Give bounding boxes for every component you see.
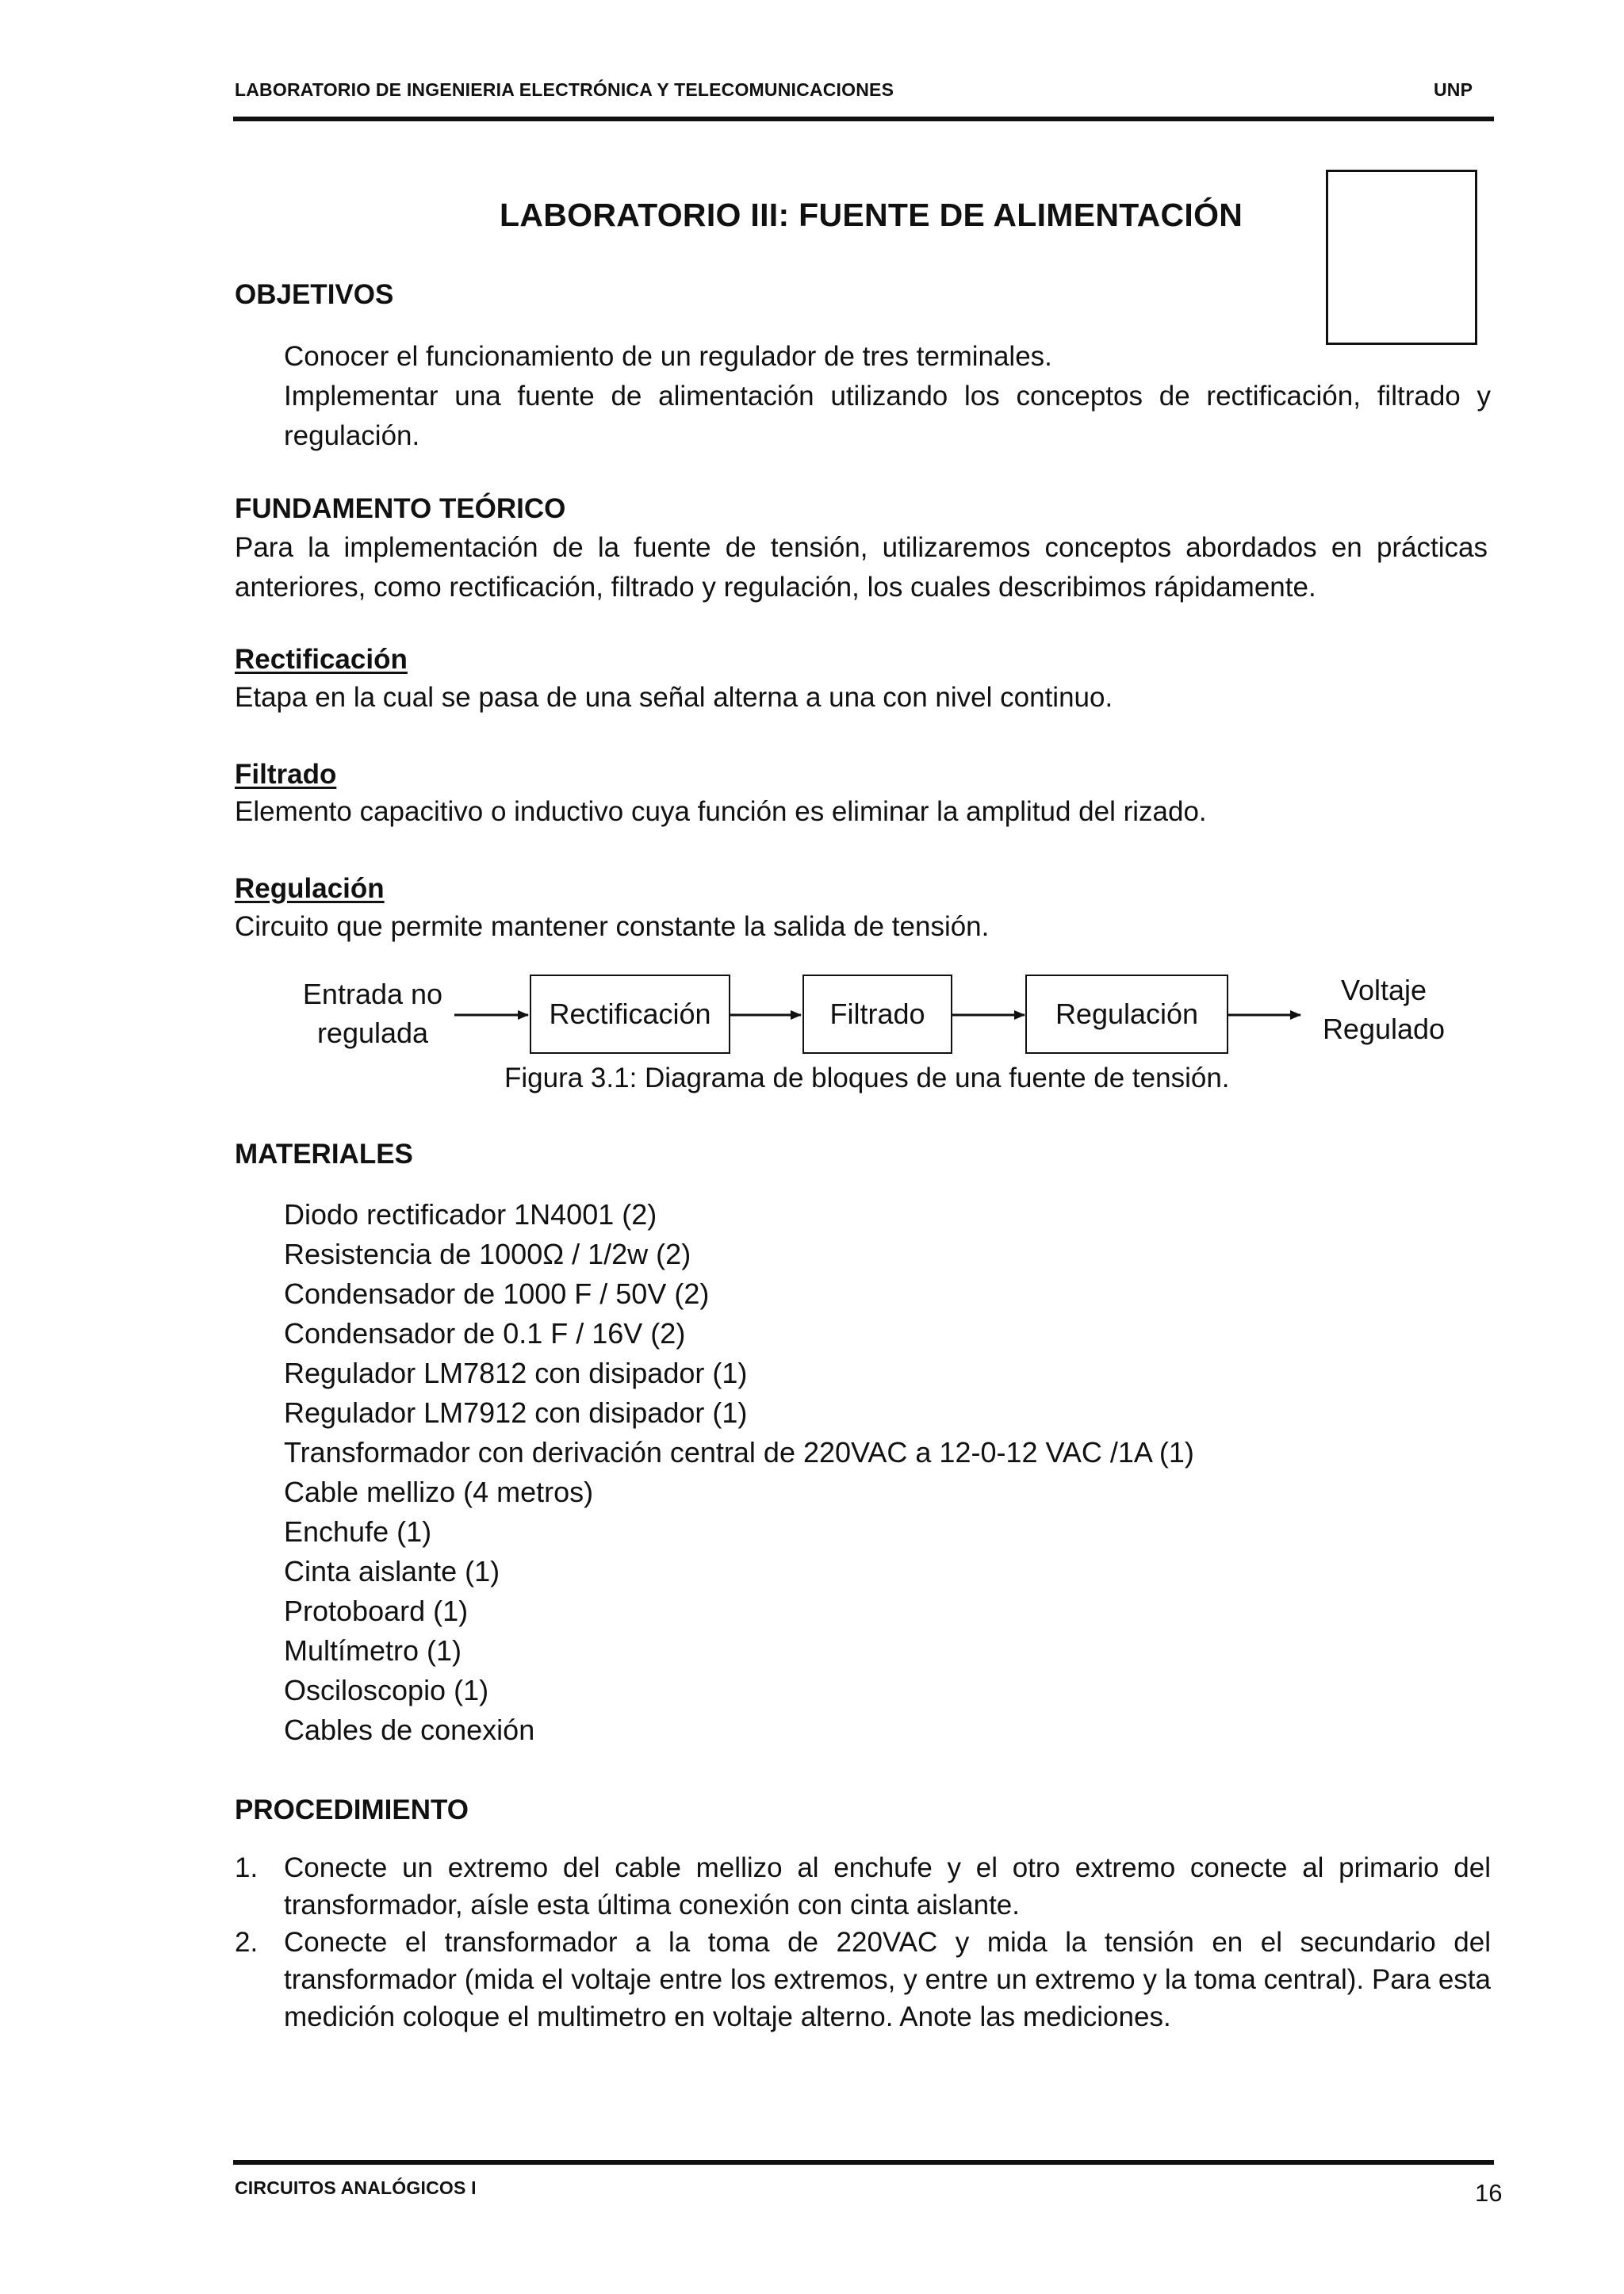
regulacion-text: Circuito que permite mantener constante la salida de tensión.	[235, 911, 990, 942]
step-line: Conecte el transformador a la toma de 220VAC y mida la tensión en el secundario del	[284, 1927, 1491, 1958]
material-item: Condensador de 0.1 F / 16V (2)	[284, 1317, 686, 1350]
paragraph-line: anteriores, como rectificación, filtrado y regulación, los cuales describimos rápidamente.	[235, 572, 1316, 603]
fundamento-paragraph	[235, 528, 1488, 607]
step-number: 2.	[235, 1927, 259, 1958]
material-item: Cinta aislante (1)	[284, 1555, 500, 1587]
material-item: Cables de conexión	[284, 1714, 535, 1746]
objetivo-item: regulación.	[284, 420, 420, 451]
fundamento-heading: FUNDAMENTO TEÓRICO	[235, 493, 566, 524]
footer-rule	[233, 2160, 1494, 2165]
material-item: Multímetro (1)	[284, 1634, 462, 1667]
paragraph-line: Para la implementación de la fuente de tensión, utilizaremos conceptos abordados en prácticas	[235, 532, 1488, 563]
objetivo-item: Implementar una fuente de alimentación utilizando los conceptos de rectificación, filtrado y	[284, 381, 1491, 412]
step-line: medición coloque el multimetro en voltaje alterno. Anote las mediciones.	[284, 2001, 1171, 2032]
step-line: Conecte un extremo del cable mellizo al enchufe y el otro extremo conecte al primario del	[284, 1852, 1491, 1883]
diagram-output-line: Regulado	[1322, 1013, 1446, 1045]
running-footer-left: CIRCUITOS ANALÓGICOS I	[235, 2177, 477, 2198]
running-header-left: LABORATORIO DE INGENIERIA ELECTRÓNICA Y TELECOMUNICACIONES	[235, 79, 894, 100]
objetivo-item: Conocer el funcionamiento de un regulador de tres terminales.	[284, 341, 1052, 372]
block-regulacion: Regulación	[1025, 975, 1228, 1054]
rectificacion-text: Etapa en la cual se pasa de una señal alterna a una con nivel continuo.	[235, 682, 1113, 713]
figure-caption: Figura 3.1: Diagrama de bloques de una fuente de tensión.	[504, 1063, 1230, 1093]
materiales-list	[284, 1195, 1194, 1750]
filtrado-text: Elemento capacitivo o inductivo cuya función es eliminar la amplitud del rizado.	[235, 796, 1207, 827]
procedimiento-list	[235, 1849, 1491, 2035]
material-item: Resistencia de 1000Ω / 1/2w (2)	[284, 1238, 691, 1270]
block-filtrado: Filtrado	[802, 975, 952, 1054]
material-item: Cable mellizo (4 metros)	[284, 1476, 594, 1508]
materiales-heading: MATERIALES	[235, 1139, 413, 1170]
step-line: transformador, aísle esta última conexión con cinta aislante.	[284, 1890, 1020, 1921]
objetivos-heading: OBJETIVOS	[235, 279, 394, 310]
diagram-output-label	[1308, 971, 1459, 1048]
procedure-step	[235, 1849, 1491, 1924]
material-item: Regulador LM7812 con disipador (1)	[284, 1357, 748, 1389]
page-title: LABORATORIO III: FUENTE DE ALIMENTACIÓN	[500, 197, 1243, 233]
procedimiento-heading: PROCEDIMIENTO	[235, 1794, 469, 1825]
objetivos-list	[284, 337, 1491, 456]
step-number: 1.	[235, 1852, 259, 1883]
filtrado-heading: Filtrado	[235, 759, 337, 790]
header-rule	[233, 117, 1494, 121]
running-header-right: UNP	[1434, 79, 1473, 100]
material-item: Condensador de 1000 F / 50V (2)	[284, 1277, 710, 1310]
material-item: Enchufe (1)	[284, 1515, 432, 1548]
diagram-input-line: Entrada no	[302, 978, 443, 1010]
diagram-input-label	[293, 975, 452, 1052]
regulacion-heading: Regulación	[235, 873, 385, 904]
page-number: 16	[1475, 2179, 1503, 2207]
material-item: Protoboard (1)	[284, 1595, 469, 1627]
diagram-input-line: regulada	[316, 1017, 429, 1049]
material-item: Osciloscopio (1)	[284, 1674, 489, 1706]
step-line: transformador (mida el voltaje entre los extremos, y entre un extremo y la toma central). Para esta	[284, 1964, 1491, 1995]
material-item: Transformador con derivación central de 220VAC a 12-0-12 VAC /1A (1)	[284, 1436, 1194, 1469]
material-item: Diodo rectificador 1N4001 (2)	[284, 1198, 657, 1231]
rectificacion-heading: Rectificación	[235, 644, 408, 675]
material-item: Regulador LM7912 con disipador (1)	[284, 1396, 748, 1429]
grade-box	[1326, 170, 1477, 345]
diagram-output-line: Voltaje	[1340, 974, 1427, 1006]
procedure-step	[235, 1924, 1491, 2035]
block-rectificacion: Rectificación	[530, 975, 730, 1054]
